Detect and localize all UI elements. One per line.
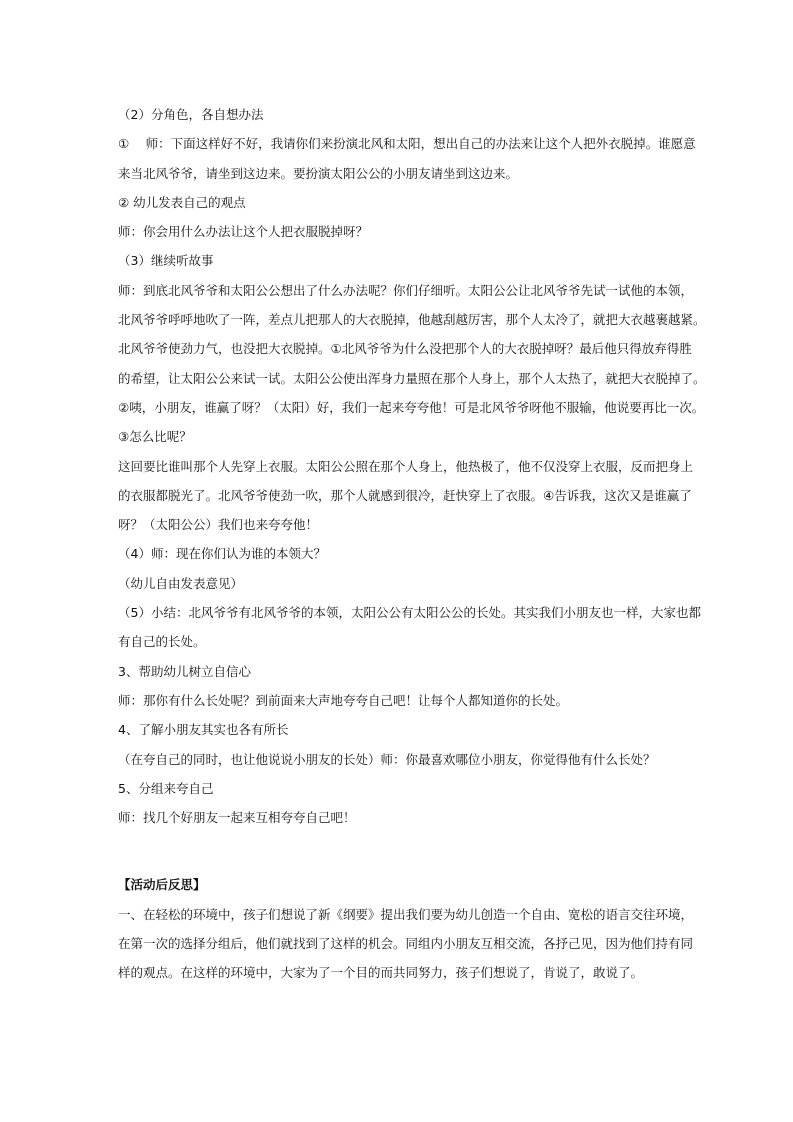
paragraph-line: 师：到底北风爷爷和太阳公公想出了什么办法呢？你们仔细听。太阳公公让北风爷爷先试一试他的本领， bbox=[118, 282, 694, 298]
paragraph-line: 来当北风爷爷，请坐到这边来。要扮演太阳公公的小朋友请坐到这边来。 bbox=[118, 165, 519, 181]
paragraph-line: （5）小结：北风爷爷有北风爷爷的本领，太阳公公有太阳公公的长处。其实我们小朋友也一样，大家也都 bbox=[118, 605, 701, 621]
paragraph-line: 的衣服都脱光了。北风爷爷使劲一吹，那个人就感到很冷，赶快穿上了衣服。④告诉我，这次又是谁赢了 bbox=[118, 487, 692, 503]
section-heading-role-play: （2）分角色，各自想办法 bbox=[118, 107, 264, 122]
paragraph-line: （4）师：现在你们认为谁的本领大？ bbox=[118, 546, 326, 562]
paragraph-line: 这回要比谁叫那个人先穿上衣服。太阳公公照在那个人身上，他热极了，他不仅没穿上衣服，反而把身上 bbox=[118, 458, 694, 474]
section-heading-build-confidence: 3、帮助幼儿树立自信心 bbox=[118, 663, 251, 679]
section-heading-continue-story: （3）继续听故事 bbox=[118, 253, 214, 269]
section-heading-strengths: 4、了解小朋友其实也各有所长 bbox=[118, 722, 289, 738]
paragraph-line: ③怎么比呢？ bbox=[118, 429, 192, 445]
document-body bbox=[118, 100, 706, 988]
reflection-line: 样的观点。在这样的环境中，大家为了一个目的而共同努力，孩子们想说了，肯说了，敢说了。 bbox=[118, 965, 644, 981]
paragraph-line: 北风爷爷呼呼地吹了一阵，差点儿把那人的大衣脱掉，他越刮越厉害，那个人太冷了，就把大衣越裹越紧。 bbox=[118, 312, 706, 328]
paragraph-line: （幼儿自由发表意见） bbox=[118, 575, 244, 591]
reflection-line: 在第一次的选择分组后，他们就找到了这样的机会。同组内小朋友互相交流，各抒己见，因为他们持有同 bbox=[118, 936, 694, 952]
reflection-heading: 【活动后反思】 bbox=[118, 877, 206, 893]
section-spacer bbox=[118, 832, 678, 870]
paragraph-line: ②咦，小朋友，谁赢了呀？（太阳）好，我们一起来夸夸他！可是北风爷爷呀他不服输，他说要再比一次。 bbox=[118, 399, 705, 415]
section-heading-group-praise: 5、分组来夸自己 bbox=[118, 780, 214, 796]
paragraph-line: ① 师：下面这样好不好，我请你们来扮演北风和太阳，想出自己的办法来让这个人把外衣脱掉。谁愿意 bbox=[118, 136, 696, 152]
paragraph-line: ② 幼儿发表自己的观点 bbox=[118, 194, 246, 210]
paragraph-line: 呀？（太阳公公）我们也来夸夸他！ bbox=[118, 517, 319, 533]
paragraph-line: 北风爷爷使劲力气，也没把大衣脱掉。①北风爷爷为什么没把那个人的大衣脱掉呀？最后他只得放弃得胜 bbox=[118, 341, 692, 357]
reflection-line: 一、在轻松的环境中，孩子们想说了新《纲要》提出我们要为幼儿创造一个自由、宽松的语言交往环境， bbox=[118, 906, 694, 922]
paragraph-line: 师：找几个好朋友一起来互相夸夸自己吧！ bbox=[118, 810, 356, 826]
paragraph-line: （在夸自己的同时，也让他说说小朋友的长处）师：你最喜欢哪位小朋友，你觉得他有什么长处？ bbox=[118, 751, 656, 767]
paragraph-line: 有自己的长处。 bbox=[118, 634, 206, 650]
paragraph-line: 的希望，让太阳公公来试一试。太阳公公使出浑身力量照在那个人身上，那个人太热了，就把大衣脱掉了。 bbox=[118, 370, 706, 386]
paragraph-line: 师：你会用什么办法让这个人把衣服脱掉呀？ bbox=[118, 224, 369, 240]
paragraph-line: 师：那你有什么长处呢？到前面来大声地夸夸自己吧！让每个人都知道你的长处。 bbox=[118, 692, 569, 708]
